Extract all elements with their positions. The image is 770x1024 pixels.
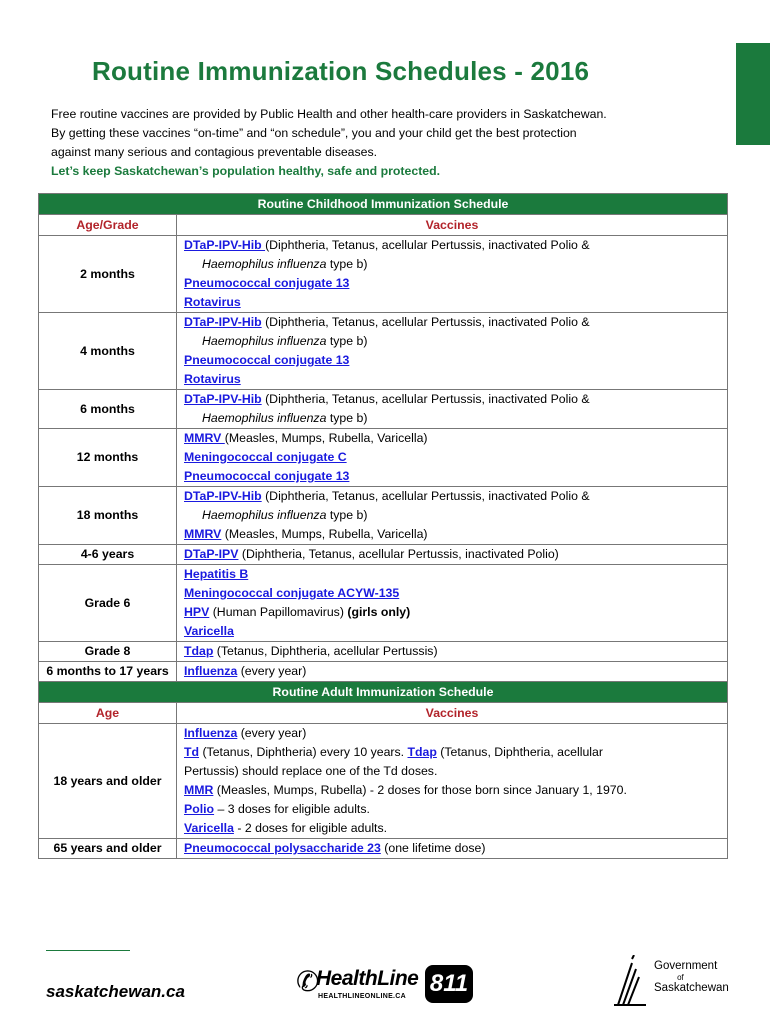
vaccine-link[interactable]: Influenza [184, 664, 238, 678]
vaccine-link[interactable]: Meningococcal conjugate C [184, 450, 347, 464]
vaccine-line [184, 409, 721, 428]
vaccine-description: type b) [326, 334, 368, 348]
age-cell: 2 months [39, 236, 177, 313]
vaccine-italic-text: Haemophilus influenza [202, 334, 327, 348]
vaccine-description: (every year) [237, 726, 307, 740]
vaccine-line [184, 390, 721, 409]
phone-icon: ✆ [296, 966, 320, 997]
vaccine-link[interactable]: Hepatitis B [184, 567, 249, 581]
vaccine-description: Pertussis) should replace one of the Td doses. [184, 764, 438, 778]
vaccine-line [184, 819, 721, 838]
schedule-row [39, 724, 728, 839]
vaccines-cell [177, 236, 728, 313]
page-title: Routine Immunization Schedules - 2016 [92, 56, 590, 86]
schedule-row [39, 545, 728, 565]
intro-text [51, 105, 691, 181]
schedule-row [39, 236, 728, 313]
government-logo [612, 955, 732, 1010]
vaccine-line [184, 236, 721, 255]
vaccine-description: (Tetanus, Diphtheria) every 10 years. [199, 745, 408, 759]
footer-site-link[interactable]: saskatchewan.ca [46, 982, 185, 1001]
vaccine-link[interactable]: Pneumococcal conjugate 13 [184, 353, 350, 367]
immunization-schedule-table [38, 193, 728, 859]
vaccines-cell [177, 545, 728, 565]
schedule-row [39, 390, 728, 429]
vaccine-description: type b) [326, 508, 368, 522]
vaccines-cell [177, 487, 728, 545]
vaccine-link[interactable]: Pneumococcal conjugate 13 [184, 276, 350, 290]
vaccine-link[interactable]: DTaP-IPV-Hib [184, 315, 262, 329]
vaccine-link[interactable]: Pneumococcal polysaccharide 23 [184, 841, 381, 855]
vaccine-line [184, 839, 721, 858]
vaccine-line [184, 313, 721, 332]
vaccine-link[interactable]: Td [184, 745, 200, 759]
gov-of: of [677, 973, 684, 982]
vaccine-line [184, 429, 721, 448]
age-cell: Grade 6 [39, 565, 177, 642]
vaccine-line [184, 622, 721, 641]
vaccine-link[interactable]: Rotavirus [184, 295, 241, 309]
child-column-headers [39, 215, 728, 236]
schedule-row [39, 487, 728, 545]
age-cell: 6 months to 17 years [39, 662, 177, 682]
vaccines-cell [177, 642, 728, 662]
intro-line-1: Free routine vaccines are provided by Public Health and other health-care providers in Saskatchewan. [51, 107, 607, 121]
vaccine-line [184, 506, 721, 525]
vaccine-link[interactable]: DTaP-IPV-Hib [184, 489, 262, 503]
vaccine-line [184, 781, 721, 800]
vaccine-description: (Diphtheria, Tetanus, acellular Pertussis, inactivated Polio & [261, 392, 590, 406]
schedule-row [39, 429, 728, 487]
vaccines-cell [177, 839, 728, 859]
vaccine-line [184, 743, 721, 762]
vaccine-line [184, 800, 721, 819]
vaccine-line [184, 662, 721, 681]
vaccine-link[interactable]: MMRV [184, 431, 225, 445]
vaccines-cell [177, 390, 728, 429]
age-cell: 6 months [39, 390, 177, 429]
vaccine-description: (Diphtheria, Tetanus, acellular Pertussis, inactivated Polio) [238, 547, 559, 561]
vaccine-link[interactable]: Influenza [184, 726, 238, 740]
vaccine-note: (girls only) [347, 605, 411, 619]
vaccines-cell [177, 662, 728, 682]
age-column-header: Age/Grade [39, 215, 177, 236]
vaccine-link[interactable]: Rotavirus [184, 372, 241, 386]
vaccine-description: (Diphtheria, Tetanus, acellular Pertussis, inactivated Polio & [265, 238, 590, 252]
vaccines-cell [177, 565, 728, 642]
vaccine-line [184, 274, 721, 293]
gov-line-2: Saskatchewan [654, 982, 729, 994]
vaccine-line [184, 351, 721, 370]
vaccine-description: (Diphtheria, Tetanus, acellular Pertussis, inactivated Polio & [261, 489, 590, 503]
healthline-logo [296, 965, 476, 1005]
vaccines-cell [177, 429, 728, 487]
age-cell: 65 years and older [39, 839, 177, 859]
vaccine-description: – 3 doses for eligible adults. [214, 802, 370, 816]
vaccine-italic-text: Haemophilus influenza [202, 411, 327, 425]
vaccine-description: (Measles, Mumps, Rubella, Varicella) [224, 431, 428, 445]
intro-line-2: By getting these vaccines “on-time” and “on schedule”, you and your child get the best protection [51, 126, 577, 140]
age-column-header: Age [39, 703, 177, 724]
vaccines-column-header: Vaccines [177, 703, 728, 724]
age-cell: 4-6 years [39, 545, 177, 565]
age-cell: 18 years and older [39, 724, 177, 839]
vaccine-line [184, 487, 721, 506]
vaccine-description: (Diphtheria, Tetanus, acellular Pertussis, inactivated Polio & [261, 315, 590, 329]
schedule-row [39, 313, 728, 390]
vaccine-description: (Human Papillomavirus) [209, 605, 348, 619]
government-wordmark [654, 960, 729, 995]
vaccine-description: type b) [326, 411, 368, 425]
vaccine-link[interactable]: Pneumococcal conjugate 13 [184, 469, 350, 483]
vaccine-link[interactable]: MMR [184, 783, 214, 797]
vaccine-description: (every year) [237, 664, 307, 678]
age-cell: 4 months [39, 313, 177, 390]
intro-line-3: against many serious and contagious preventable diseases. [51, 145, 378, 159]
vaccine-line [184, 255, 721, 274]
healthline-number-badge: 811 [425, 965, 473, 1003]
vaccine-line [184, 565, 721, 584]
green-corner-tab [736, 43, 770, 145]
healthline-name: HealthLine [316, 967, 419, 990]
vaccine-line [184, 448, 721, 467]
vaccines-column-header: Vaccines [177, 215, 728, 236]
vaccine-link[interactable]: Tdap [184, 644, 214, 658]
vaccine-link[interactable]: MMRV [184, 527, 222, 541]
vaccine-line [184, 545, 721, 564]
vaccine-link[interactable]: DTaP-IPV [184, 547, 239, 561]
vaccine-link[interactable]: Meningococcal conjugate ACYW-135 [184, 586, 400, 600]
vaccine-link[interactable]: Polio [184, 802, 215, 816]
age-cell: 12 months [39, 429, 177, 487]
vaccine-line [184, 762, 721, 781]
adult-schedule-heading: Routine Adult Immunization Schedule [39, 682, 728, 703]
vaccine-line [184, 332, 721, 351]
vaccine-link[interactable]: DTaP-IPV-Hib [184, 238, 266, 252]
wheat-sheaf-icon [612, 955, 648, 1007]
vaccine-description: - 2 doses for eligible adults. [233, 821, 388, 835]
vaccine-description: (Tetanus, Diphtheria, acellular [436, 745, 603, 759]
age-cell: Grade 8 [39, 642, 177, 662]
adult-schedule-band [39, 682, 728, 703]
vaccine-line [184, 525, 721, 544]
schedule-row [39, 839, 728, 859]
vaccine-line [184, 370, 721, 389]
vaccine-description: (Measles, Mumps, Rubella, Varicella) [221, 527, 428, 541]
vaccine-italic-text: Haemophilus influenza [202, 257, 327, 271]
vaccine-link[interactable]: HPV [184, 605, 210, 619]
vaccine-line [184, 293, 721, 312]
vaccines-cell [177, 313, 728, 390]
vaccine-description: (Measles, Mumps, Rubella) - 2 doses for those born since January 1, 1970. [213, 783, 627, 797]
schedule-row [39, 642, 728, 662]
vaccine-link[interactable]: Varicella [184, 624, 234, 638]
footer-rule [46, 950, 130, 951]
vaccine-line [184, 724, 721, 743]
vaccine-description: type b) [326, 257, 368, 271]
schedule-row [39, 565, 728, 642]
vaccine-link[interactable]: DTaP-IPV-Hib [184, 392, 262, 406]
vaccine-line [184, 467, 721, 486]
vaccine-link[interactable]: Tdap [407, 745, 437, 759]
vaccine-line [184, 642, 721, 661]
age-cell: 18 months [39, 487, 177, 545]
vaccine-line [184, 603, 721, 622]
vaccine-link[interactable]: Varicella [184, 821, 234, 835]
vaccine-line [184, 584, 721, 603]
child-schedule-heading: Routine Childhood Immunization Schedule [39, 194, 728, 215]
gov-line-1: Government [654, 960, 718, 972]
vaccines-cell [177, 724, 728, 839]
vaccine-description: (Tetanus, Diphtheria, acellular Pertussis) [213, 644, 438, 658]
adult-column-headers [39, 703, 728, 724]
child-schedule-band [39, 194, 728, 215]
healthline-url: HEALTHLINEONLINE.CA [318, 993, 407, 1000]
schedule-row [39, 662, 728, 682]
vaccine-description: (one lifetime dose) [380, 841, 486, 855]
vaccine-italic-text: Haemophilus influenza [202, 508, 327, 522]
intro-tagline: Let’s keep Saskatchewan’s population healthy, safe and protected. [51, 164, 441, 178]
